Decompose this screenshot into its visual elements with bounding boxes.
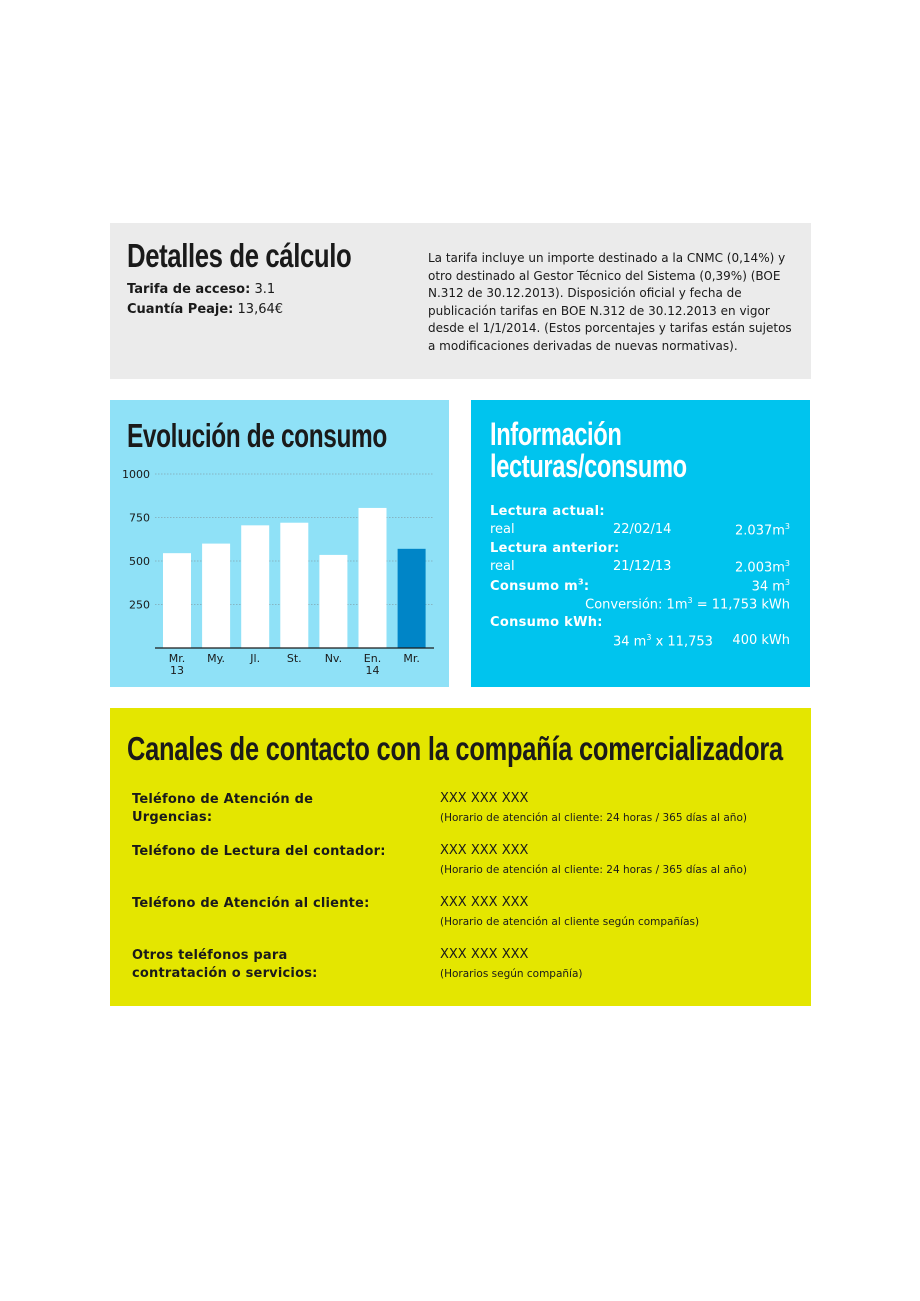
tarifa-row [127,282,275,297]
canal-label-lectura: Teléfono de Lectura del contador: [132,844,386,859]
detalles-title: Detalles de cálculo [127,237,352,274]
canal-hours-urgencias: (Horario de atención al cliente: 24 horas / 365 días al año) [440,812,747,824]
consumo-kwh-label-row [490,615,790,630]
bar [319,555,347,648]
lectura-anterior-date: 21/12/13 [613,559,672,574]
info-title [490,418,687,482]
consumo-m3-label-wrap: Consumo $m^3$: [490,578,590,595]
bar [280,523,308,648]
tarifa-label: Tarifa de acceso: [127,282,251,297]
consumo-m3-value: 34 m [751,579,785,595]
y-tick-label: 1000 [122,468,150,481]
sup-3: 3 [687,596,693,605]
calc-suffix: x 11,753 [651,634,713,650]
canal-number-cliente: XXX XXX XXX [440,895,529,910]
sup-3: 3 [646,633,652,642]
canal-number-lectura: XXX XXX XXX [440,843,529,858]
tarifa-note: La tarifa incluye un importe destinado a la CNMC (0,14%) y otro destinado al Gestor Técnico del Sistema (0,39%) (BOE N.312 de 30.12.2013). Disposición oficial y fecha de publicación tarifas en BOE N.312 de 30.12.2013 en vigor desde el 1/1/2014. (Estos porcentajes y tarifas están sujetos a modificaciones derivadas de nuevas normativas). [428,251,792,353]
x-tick-label: Mr. 13 [168,652,186,677]
lectura-actual-date: 22/02/14 [613,522,672,537]
canal-number-urgencias: XXX XXX XXX [440,791,529,806]
bar [398,549,426,648]
info-lecturas-panel [471,400,810,687]
canal-label-otros: Otros teléfonos para contratación o servicios: [132,948,318,981]
consumo-m3-value-wrap [752,578,790,594]
bar [359,508,387,648]
lectura-actual-value: 2.037m [735,523,785,539]
kwh-value: 400 kWh [732,633,790,648]
sup-3: 3 [784,522,790,531]
canal-label-urgencias: Teléfono de Atención de Urgencias: [132,792,314,825]
consumo-m3-row [490,578,790,594]
lectura-actual-label: Lectura actual: [490,504,605,519]
conversion-suffix: = 11,753 kWh [692,597,790,613]
lectura-anterior-label: Lectura anterior: [490,541,620,556]
bar [163,553,191,648]
lectura-anterior-label-row [490,541,790,556]
canales-contacto-panel [110,708,811,1006]
x-tick-label: St. [286,652,302,665]
x-tick-label: Nv. [324,652,343,665]
bar [241,525,269,648]
lectura-actual-label-row [490,504,790,519]
calc-text [613,633,713,649]
consumo-m3-label: Consumo m [490,579,578,595]
y-tick-label: 500 [129,555,150,568]
info-title-line1: Información [490,416,622,452]
peaje-label: Cuantía Peaje: [127,302,234,317]
info-title-line2: lecturas/consumo [490,448,687,484]
canal-hours-otros: (Horarios según compañía) [440,968,583,980]
sup-3: 3 [784,578,790,587]
canal-label-cliente: Teléfono de Atención al cliente: [132,896,370,911]
lectura-anterior-row [490,559,790,574]
canal-number-otros: XXX XXX XXX [440,947,529,962]
canal-hours-cliente: (Horario de atención al cliente según compañías) [440,916,700,928]
x-tick-label: En. 14 [363,652,382,677]
peaje-value: 13,64€ [237,302,284,317]
canal-hours-lectura: (Horario de atención al cliente: 24 horas / 365 días al año) [440,864,747,876]
x-tick-label: Jl. [250,652,261,665]
conversion-prefix: Conversión: 1m [585,597,688,613]
consumo-kwh-label: Consumo kWh: [490,615,603,630]
evolucion-consumo-panel [110,400,449,687]
sup-3: 3 [577,578,584,587]
x-tick-label: My. [207,652,226,665]
calc-prefix: 34 m [613,634,647,650]
tarifa-value: 3.1 [254,282,276,297]
y-tick-label: 250 [129,598,150,612]
consumption-bar-chart [110,400,449,687]
lectura-actual-value-wrap [735,522,790,538]
detalles-calculo-panel [110,223,811,379]
bar [202,544,230,648]
y-tick-label: 750 [129,511,150,525]
lectura-anterior-value-wrap [735,559,790,575]
lectura-anterior-type: real [490,559,515,574]
lectura-actual-row [490,522,790,537]
lectura-anterior-value: 2.003m [735,560,785,576]
conversion-text [585,596,790,612]
lectura-actual-type: real [490,522,515,537]
sup-3: 3 [784,559,790,568]
x-tick-label: Mr. [403,652,420,665]
canales-title: Canales de contacto con la compañía comercializadora [127,730,783,767]
evolucion-title: Evolución de consumo [127,417,387,454]
peaje-row [127,302,283,317]
